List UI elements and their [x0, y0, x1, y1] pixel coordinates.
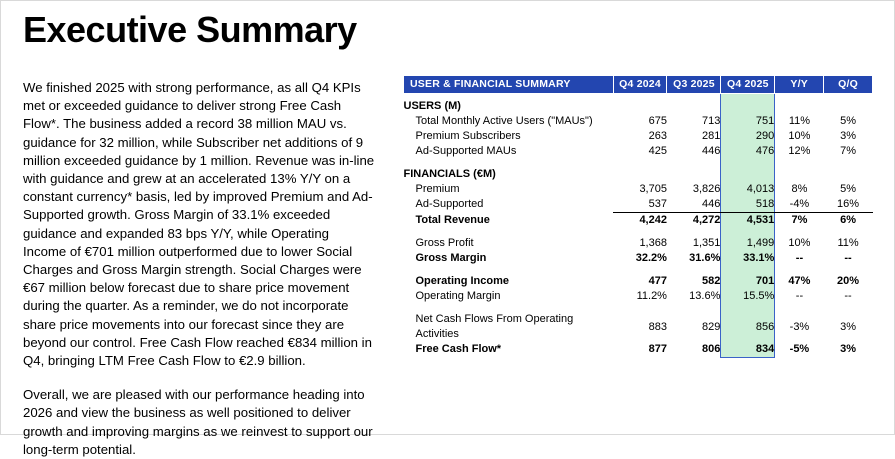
table-row [404, 182, 873, 197]
table-row [404, 342, 873, 358]
row-value-yy: 8% [791, 183, 808, 195]
row-value-qq [824, 167, 873, 182]
table-row [404, 251, 873, 266]
row-label: Gross Margin [415, 252, 487, 264]
row-value-q3-2025: 829 [702, 320, 721, 333]
row-value-q4-2024: 4,242 [639, 214, 667, 226]
row-value-q3-2025: 281 [702, 130, 721, 142]
table-header-q3-2025: Q3 2025 [667, 76, 721, 94]
row-value-qq: 5% [840, 183, 856, 195]
table-spacer-row [404, 266, 873, 274]
row-value-qq: -- [844, 252, 852, 264]
row-label: Free Cash Flow* [415, 343, 502, 356]
table-row [404, 312, 873, 342]
table-row [404, 213, 873, 229]
row-value-q4-2025: 834 [721, 342, 775, 358]
row-value-q4-2024 [613, 167, 667, 182]
row-value-yy [775, 167, 824, 182]
table-row [404, 129, 873, 144]
row-value-yy: -5% [789, 343, 810, 356]
page-title: Executive Summary [23, 9, 357, 50]
row-label: Total Revenue [415, 213, 490, 226]
row-value-q3-2025: 4,272 [692, 214, 721, 226]
row-value-qq: 7% [840, 145, 856, 157]
row-value-q4-2024: 1,368 [639, 237, 667, 249]
row-value-yy: 10% [788, 130, 811, 142]
row-label: Premium Subscribers [415, 130, 521, 142]
row-value-q4-2024 [613, 99, 667, 114]
table-header-summary: USER & FINANCIAL SUMMARY [404, 76, 614, 94]
row-value-q4-2024: 675 [648, 115, 667, 127]
table-row [404, 144, 873, 159]
table-spacer-row [404, 304, 873, 312]
row-value-yy [775, 99, 824, 114]
row-label: Gross Profit [415, 237, 474, 249]
table-header-yy: Y/Y [775, 76, 824, 94]
row-value-q4-2025: 15.5% [721, 289, 775, 304]
row-value-q3-2025: 806 [702, 343, 721, 356]
row-value-q3-2025: 446 [702, 145, 721, 157]
table-row [404, 274, 873, 289]
table-header-q4-2025: Q4 2025 [721, 76, 775, 94]
row-label: Ad-Supported MAUs [415, 145, 517, 157]
row-value-yy: -4% [775, 197, 824, 213]
row-label: FINANCIALS (€M) [403, 168, 496, 180]
table-row [404, 197, 873, 213]
table-row [404, 99, 873, 114]
row-label: Total Monthly Active Users ("MAUs") [415, 115, 593, 127]
table-spacer-row [404, 159, 873, 167]
row-value-q3-2025: 1,351 [692, 237, 721, 249]
row-label: Premium [415, 183, 460, 195]
row-value-q4-2025: 290 [721, 129, 775, 144]
row-value-q3-2025: 582 [702, 275, 721, 287]
row-value-q3-2025: 713 [702, 115, 721, 127]
row-value-q3-2025 [667, 99, 721, 114]
row-value-yy: 11% [788, 115, 811, 127]
row-value-yy: -3% [789, 320, 810, 333]
row-value-yy: 10% [788, 237, 811, 249]
table-header-qq: Q/Q [824, 76, 873, 94]
row-value-q3-2025 [667, 167, 721, 182]
row-value-q4-2025: 33.1% [721, 251, 775, 266]
table-row [404, 167, 873, 182]
row-value-q4-2025: 4,531 [721, 213, 775, 229]
row-label: Operating Margin [415, 290, 501, 302]
row-value-q4-2025: 751 [721, 114, 775, 129]
narrative-paragraph-1: We finished 2025 with strong performance, as all Q4 KPIs met or exceeded guidance to deliver strong Free Cash Flow*. The business added a record 38 million MAU vs. guidance for 32 million, while Subscriber net additions of 9 million exceeded guidance by 1 million. Revenue was in-line with guidance and grew at an accelerated 13% Y/Y on a constant currency* basis, led by improved Premium and Ad-Supported growth. Gross Margin of 33.1% exceeded guidance and expanded 83 bps Y/Y, while Operating Income of €701 million outperformed due to lower Social Charges and Gross Margin strength. Social Charges were €67 million below forecast due to share price movement during the quarter. As a reminder, we do not incorporate share price movements into our forecast since they are beyond our control. Free Cash Flow reached €834 million in Q4, bringing LTM Free Cash Flow to €2.9 billion. [23, 80, 375, 369]
row-value-q4-2025: 518 [721, 197, 775, 213]
table-row [404, 289, 873, 304]
row-value-q4-2025: 4,013 [721, 182, 775, 197]
table-row [404, 114, 873, 129]
row-value-q3-2025: 3,826 [692, 183, 721, 195]
row-value-q4-2025 [721, 167, 775, 182]
row-value-q4-2024: 32.2% [635, 252, 667, 264]
row-value-qq: 6% [840, 214, 856, 226]
row-value-yy: -- [795, 290, 804, 302]
row-value-yy: 7% [791, 214, 808, 226]
row-value-qq: -- [844, 290, 852, 302]
row-value-q4-2025: 1,499 [721, 236, 775, 251]
narrative-text [23, 79, 375, 459]
table-body [404, 94, 873, 358]
row-value-qq [824, 99, 873, 114]
table-spacer-row [404, 228, 873, 236]
row-value-qq: 20% [837, 275, 860, 287]
row-value-yy: 12% [788, 145, 811, 157]
row-label: Net Cash Flows From Operating Activities [415, 313, 574, 340]
row-value-q4-2024: 263 [648, 130, 667, 142]
row-value-q4-2024: 425 [648, 145, 667, 157]
row-value-q4-2024: 883 [648, 320, 667, 333]
row-value-qq: 5% [840, 115, 856, 127]
summary-table-container [403, 75, 873, 358]
row-value-qq: 3% [840, 343, 856, 356]
table-row [404, 236, 873, 251]
row-label: Ad-Supported [415, 198, 484, 211]
row-label: Operating Income [415, 275, 510, 287]
row-value-q4-2024: 877 [648, 343, 667, 356]
row-value-qq: 3% [840, 320, 856, 333]
row-value-qq: 3% [840, 130, 856, 142]
row-value-q3-2025: 31.6% [689, 252, 721, 264]
row-value-q4-2025: 701 [721, 274, 775, 289]
row-value-q4-2025: 856 [721, 312, 775, 342]
row-value-q4-2024: 11.2% [636, 290, 667, 302]
row-value-q3-2025: 446 [667, 197, 721, 213]
row-value-q4-2024: 477 [648, 275, 667, 287]
table-header-q4-2024: Q4 2024 [613, 76, 667, 94]
row-value-q4-2025 [721, 99, 775, 114]
row-value-q4-2025: 476 [721, 144, 775, 159]
table-header-row [404, 76, 873, 94]
row-value-yy: -- [795, 252, 804, 264]
row-value-qq: 11% [837, 237, 859, 249]
row-value-q4-2024: 537 [613, 197, 667, 213]
row-value-q3-2025: 13.6% [689, 290, 721, 302]
narrative-paragraph-2: Overall, we are pleased with our performance heading into 2026 and view the business as well positioned to deliver growth and improving margins as we reinvest to support our long-term potential. [23, 387, 373, 457]
row-value-q4-2024: 3,705 [639, 183, 667, 195]
user-and-financial-summary-table [403, 75, 873, 358]
row-label: USERS (M) [403, 100, 461, 112]
row-value-qq: 16% [824, 197, 873, 213]
row-value-yy: 47% [788, 275, 811, 287]
